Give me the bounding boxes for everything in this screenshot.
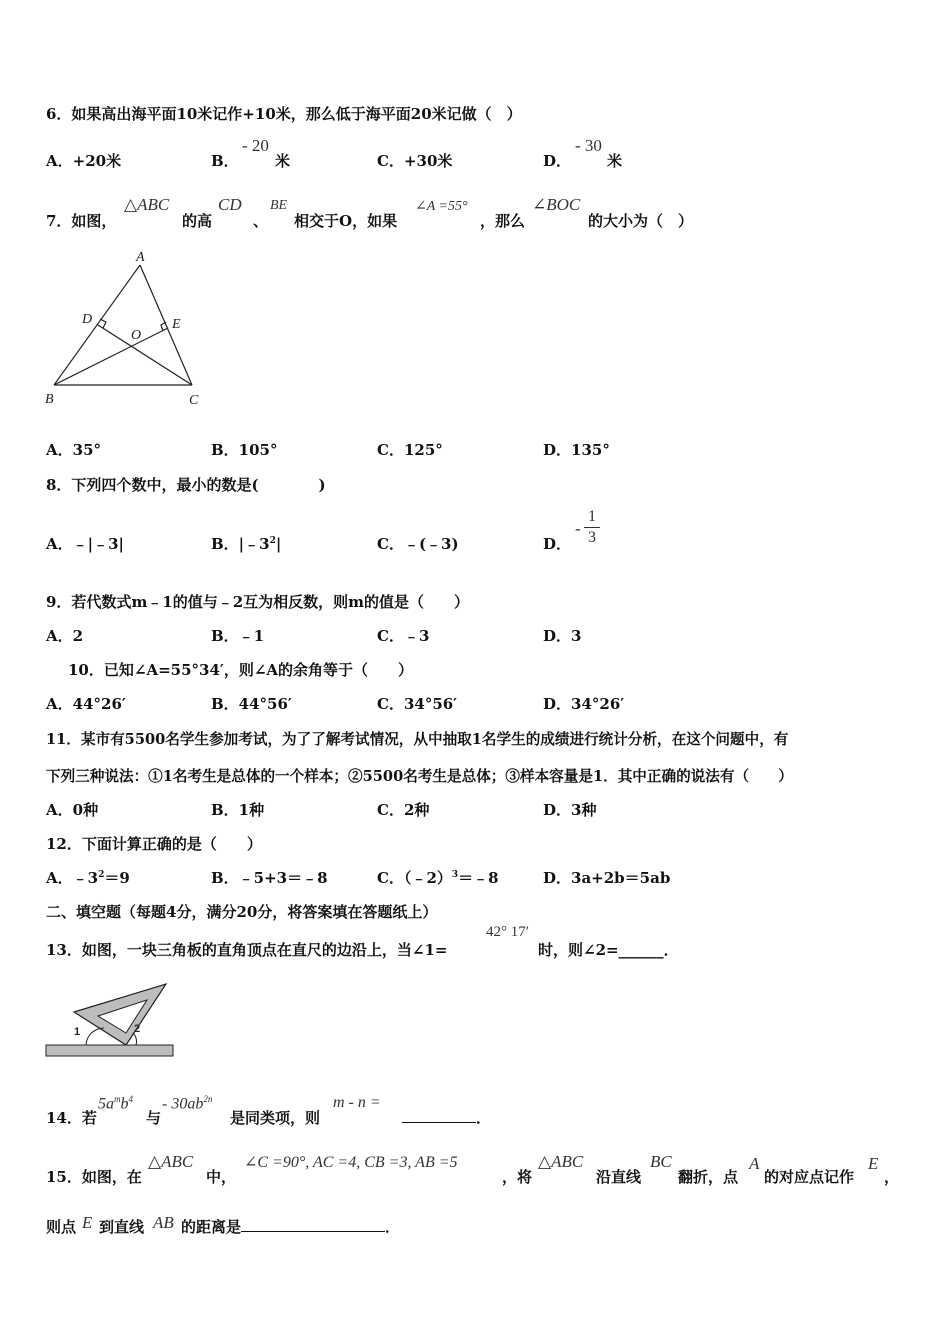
q15-math-conditions: ∠C =90°, AC =4, CB =3, AB =5	[244, 1154, 458, 1171]
q12-option-c-tail: ＝﹣8	[458, 869, 499, 887]
q6-option-b-unit: 米	[275, 152, 291, 170]
q7-math-abc: △ABC	[124, 195, 170, 214]
q7-math-cd: CD	[218, 195, 242, 214]
q15-math-abc: △ABC	[148, 1152, 194, 1171]
section-2-heading: 二、填空题（每题4分，满分20分，将答案填在答题纸上）	[46, 903, 438, 921]
q12-option-a-text: A．﹣3	[46, 869, 99, 887]
q12-option-a-sup: 2	[98, 870, 105, 880]
q12-option-c-text: C．（﹣2）	[377, 869, 452, 887]
q14-math-a-sup-4: 4	[128, 1094, 133, 1104]
q14-answer-blank[interactable]	[402, 1108, 476, 1123]
q15-line2-math-ab: AB	[153, 1213, 174, 1232]
q14-math-expr: m - n =	[333, 1094, 381, 1111]
q11-option-c: C．2种	[377, 801, 430, 819]
q14-math-b-base: - 30ab	[162, 1095, 204, 1113]
q14-end-punct: ．	[476, 1109, 492, 1127]
q6-option-b-label: B．	[211, 152, 239, 170]
q12-option-c-sup: 3	[451, 870, 459, 880]
q8-stem: 8．下列四个数中，最小的数是( )	[46, 476, 326, 494]
q13-label-1: 1	[74, 1026, 81, 1038]
q7-point-o: O	[131, 328, 142, 343]
q8-option-d-denominator: 3	[588, 529, 596, 546]
q14-math-a-b: b	[120, 1095, 129, 1113]
q8-option-d-fraction-bar	[584, 527, 600, 528]
q15-math-a: A	[749, 1154, 760, 1173]
q15-line2-tail-text: 的距离是	[181, 1218, 242, 1236]
q13-prefix: 13．如图，一块三角板的直角顶点在直尺的边沿上，当∠1=	[46, 941, 448, 959]
q8-option-d-numerator: 1	[588, 508, 596, 525]
q7-edge-ac	[140, 265, 192, 385]
q7-altitude-cd	[98, 325, 192, 385]
q10-option-b: B．44°56′	[211, 695, 292, 713]
q7-triangle-figure	[40, 245, 220, 415]
q9-option-b: B．﹣1	[211, 627, 265, 645]
q12-option-a	[46, 867, 130, 888]
q14-math-a-base: 5a	[98, 1095, 114, 1113]
q6-option-d-label: D．	[543, 152, 572, 170]
q7-option-d: D．135°	[543, 441, 610, 459]
q15-text-dui: 的对应点记作	[764, 1168, 855, 1186]
q15-answer-blank[interactable]	[241, 1217, 385, 1232]
q14-text-mid: 是同类项，则	[230, 1109, 321, 1127]
q15-line2-prefix: 则点	[46, 1218, 77, 1236]
q7-math-angle: ∠A =55°	[415, 199, 468, 214]
q15-text-zhong: 中，	[206, 1168, 237, 1186]
q15-line2-math-e: E	[82, 1213, 93, 1232]
q8-option-d-minus: -	[575, 519, 581, 538]
q8-option-d-label: D．	[543, 535, 572, 553]
q7-option-b: B．105°	[211, 441, 278, 459]
q8-option-b-tail: |	[275, 535, 282, 553]
q7-edge-ab	[54, 265, 140, 385]
q7-text-gao: 的高	[182, 212, 213, 230]
q7-vertex-b: B	[45, 392, 54, 407]
q10-option-a: A．44°26′	[46, 695, 126, 713]
q13-ruler	[46, 1045, 173, 1056]
q12-option-a-tail: ＝9	[104, 869, 130, 887]
q14-math-b	[162, 1094, 212, 1113]
q13-ruler-triangle-figure	[40, 978, 180, 1062]
q11-line-1: 11．某市有5500名学生参加考试，为了了解考试情况，从中抽取1名学生的成绩进行统计分析，在这个问题中，有	[46, 731, 789, 748]
q7-option-c: C．125°	[377, 441, 443, 459]
q13-math-angle: 42° 17′	[486, 924, 530, 940]
q11-option-a: A．0种	[46, 801, 99, 819]
q6-option-c: C．+30米	[377, 152, 453, 170]
q14-prefix: 14．若	[46, 1109, 97, 1127]
q7-point-e: E	[172, 317, 181, 332]
q13-angle-1-arc	[86, 1028, 104, 1045]
q14-math-a	[98, 1094, 133, 1113]
q8-option-c: C．﹣(﹣3)	[377, 535, 459, 553]
q9-option-c: C．﹣3	[377, 627, 430, 645]
q9-option-d: D．3	[543, 627, 582, 645]
q15-text-comma: ，	[884, 1168, 900, 1186]
q15-line2-end: ．	[385, 1218, 401, 1236]
q15-math-abc-2: △ABC	[538, 1152, 584, 1171]
q11-line-2: 下列三种说法：①1名考生是总体的一个样本；②5500名考生是总体；③样本容量是1．其中正确的说法有（ ）	[46, 768, 793, 785]
q15-text-jiang: ，将	[502, 1168, 533, 1186]
q7-option-a: A．35°	[46, 441, 102, 459]
q6-option-a: A．+20米	[46, 152, 122, 170]
q13-suffix: 时，则∠2=______．	[538, 941, 679, 959]
q7-text-dun: 、	[253, 212, 269, 230]
q6-option-b-math: - 20	[242, 136, 269, 155]
q6-option-d-math: - 30	[575, 136, 602, 155]
q14-answer	[402, 1107, 491, 1128]
q14-math-a-sup-m: m	[114, 1094, 121, 1104]
q15-prefix: 15．如图，在	[46, 1168, 142, 1186]
q8-option-d-fraction	[584, 508, 600, 547]
q7-text-end: 的大小为（ ）	[588, 212, 694, 230]
q10-stem: 10．已知∠A=55°34′，则∠A的余角等于（ ）	[68, 661, 414, 679]
q12-option-d: D．3a+2b＝5ab	[543, 869, 671, 887]
q7-point-d: D	[82, 312, 93, 327]
q7-altitude-be	[54, 328, 168, 385]
q10-option-d: D．34°26′	[543, 695, 625, 713]
q15-math-bc: BC	[650, 1152, 672, 1171]
q7-prefix: 7．如图，	[46, 212, 117, 230]
q7-vertex-c: C	[189, 393, 199, 408]
q15-text-yan: 沿直线	[596, 1168, 642, 1186]
q7-math-be: BE	[270, 198, 288, 213]
q8-option-b	[211, 533, 281, 554]
q8-option-b-text: B．|﹣3	[211, 535, 270, 553]
q14-math-b-sup: 2n	[203, 1094, 213, 1104]
q13-label-2: 2	[134, 1023, 141, 1035]
q7-vertex-a: A	[136, 250, 145, 265]
q6-stem: 6．如果高出海平面10米记作+10米，那么低于海平面20米记做（ ）	[46, 105, 522, 123]
q15-line2-mid: 到直线	[99, 1218, 145, 1236]
q8-option-a: A．﹣|﹣3|	[46, 535, 124, 553]
q11-option-b: B．1种	[211, 801, 265, 819]
q8-option-b-sup: 2	[269, 536, 276, 546]
q15-text-fanzhe: 翻折，点	[678, 1168, 739, 1186]
q11-option-d: D．3种	[543, 801, 597, 819]
q15-math-e: E	[868, 1154, 879, 1173]
q10-option-c: C．34°56′	[377, 695, 458, 713]
q14-text-yu: 与	[146, 1109, 162, 1127]
q15-line2-tail	[181, 1216, 400, 1237]
q6-option-d-unit: 米	[607, 152, 623, 170]
q12-stem: 12．下面计算正确的是（ ）	[46, 835, 262, 853]
q9-option-a: A．2	[46, 627, 84, 645]
q7-text-name: ，那么	[480, 212, 526, 230]
q12-option-b: B．﹣5+3＝﹣8	[211, 869, 328, 887]
q7-text-xiangjiao: 相交于O，如果	[294, 212, 398, 230]
q12-option-c	[377, 867, 499, 888]
q7-math-boc: ∠BOC	[532, 195, 581, 214]
q9-stem: 9．若代数式m﹣1的值与﹣2互为相反数，则m的值是（ ）	[46, 593, 470, 611]
